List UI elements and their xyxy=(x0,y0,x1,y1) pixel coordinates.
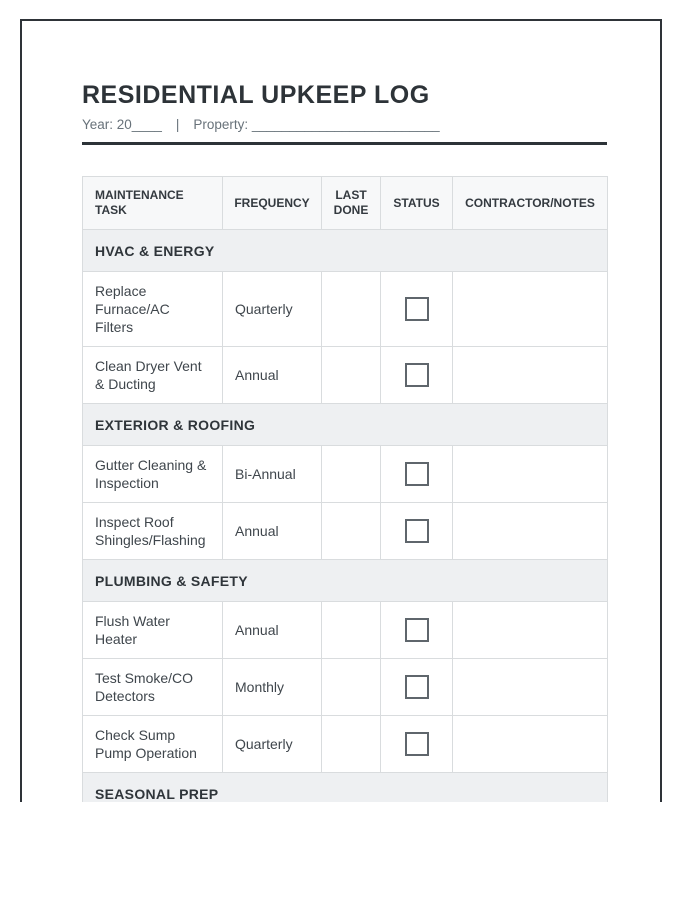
notes-cell xyxy=(453,272,608,347)
notes-cell xyxy=(453,446,608,503)
meta-line xyxy=(82,117,660,132)
meta-separator: | xyxy=(175,117,180,132)
section-title: EXTERIOR & ROOFING xyxy=(83,404,608,446)
task-cell: Gutter Cleaning & Inspection xyxy=(83,446,223,503)
last-done-cell xyxy=(322,659,381,716)
section-row xyxy=(83,773,608,803)
last-done-cell xyxy=(322,716,381,773)
frequency-cell: Quarterly xyxy=(223,716,322,773)
notes-cell xyxy=(453,503,608,560)
frequency-cell: Quarterly xyxy=(223,272,322,347)
last-done-cell xyxy=(322,602,381,659)
status-checkbox[interactable] xyxy=(405,618,429,642)
section-title: SEASONAL PREP xyxy=(83,773,608,803)
year-label: Year: 20 xyxy=(82,117,132,132)
upkeep-table-body xyxy=(83,230,608,803)
page-title: RESIDENTIAL UPKEEP LOG xyxy=(82,81,430,109)
last-done-cell xyxy=(322,503,381,560)
last-done-cell xyxy=(322,272,381,347)
column-header-last-done: LAST DONE xyxy=(322,177,381,230)
section-title: HVAC & ENERGY xyxy=(83,230,608,272)
section-title: PLUMBING & SAFETY xyxy=(83,560,608,602)
last-done-cell xyxy=(322,446,381,503)
status-checkbox[interactable] xyxy=(405,462,429,486)
frequency-cell: Annual xyxy=(223,347,322,404)
notes-cell xyxy=(453,602,608,659)
frequency-cell: Bi-Annual xyxy=(223,446,322,503)
task-cell: Flush Water Heater xyxy=(83,602,223,659)
property-blank-field: _________________________ xyxy=(251,117,440,132)
status-cell xyxy=(381,503,453,560)
last-done-cell xyxy=(322,347,381,404)
section-row xyxy=(83,230,608,272)
document-page xyxy=(20,19,662,802)
status-cell xyxy=(381,659,453,716)
task-cell: Check Sump Pump Operation xyxy=(83,716,223,773)
frequency-cell: Monthly xyxy=(223,659,322,716)
task-row xyxy=(83,446,608,503)
status-checkbox[interactable] xyxy=(405,675,429,699)
status-checkbox[interactable] xyxy=(405,519,429,543)
task-cell: Inspect Roof Shingles/Flashing xyxy=(83,503,223,560)
divider-rule xyxy=(82,142,607,145)
status-cell xyxy=(381,347,453,404)
section-row xyxy=(83,560,608,602)
status-checkbox[interactable] xyxy=(405,297,429,321)
task-row xyxy=(83,602,608,659)
property-label: Property: xyxy=(193,117,252,132)
status-checkbox[interactable] xyxy=(405,363,429,387)
upkeep-table xyxy=(82,176,608,802)
status-cell xyxy=(381,716,453,773)
task-cell: Clean Dryer Vent & Ducting xyxy=(83,347,223,404)
column-header-status: STATUS xyxy=(381,177,453,230)
frequency-cell: Annual xyxy=(223,602,322,659)
task-row xyxy=(83,347,608,404)
task-row xyxy=(83,659,608,716)
year-blank-field: ____ xyxy=(131,117,162,132)
column-header-task: MAINTENANCE TASK xyxy=(83,177,223,230)
column-header-frequency: FREQUENCY xyxy=(223,177,322,230)
notes-cell xyxy=(453,347,608,404)
column-header-notes: CONTRACTOR/NOTES xyxy=(453,177,608,230)
upkeep-table-header-row xyxy=(83,177,608,230)
section-row xyxy=(83,404,608,446)
notes-cell xyxy=(453,716,608,773)
page-content xyxy=(22,81,660,802)
task-cell: Replace Furnace/AC Filters xyxy=(83,272,223,347)
notes-cell xyxy=(453,659,608,716)
frequency-cell: Annual xyxy=(223,503,322,560)
task-row xyxy=(83,272,608,347)
task-row xyxy=(83,503,608,560)
task-row xyxy=(83,716,608,773)
status-cell xyxy=(381,602,453,659)
status-cell xyxy=(381,272,453,347)
task-cell: Test Smoke/CO Detectors xyxy=(83,659,223,716)
status-cell xyxy=(381,446,453,503)
status-checkbox[interactable] xyxy=(405,732,429,756)
